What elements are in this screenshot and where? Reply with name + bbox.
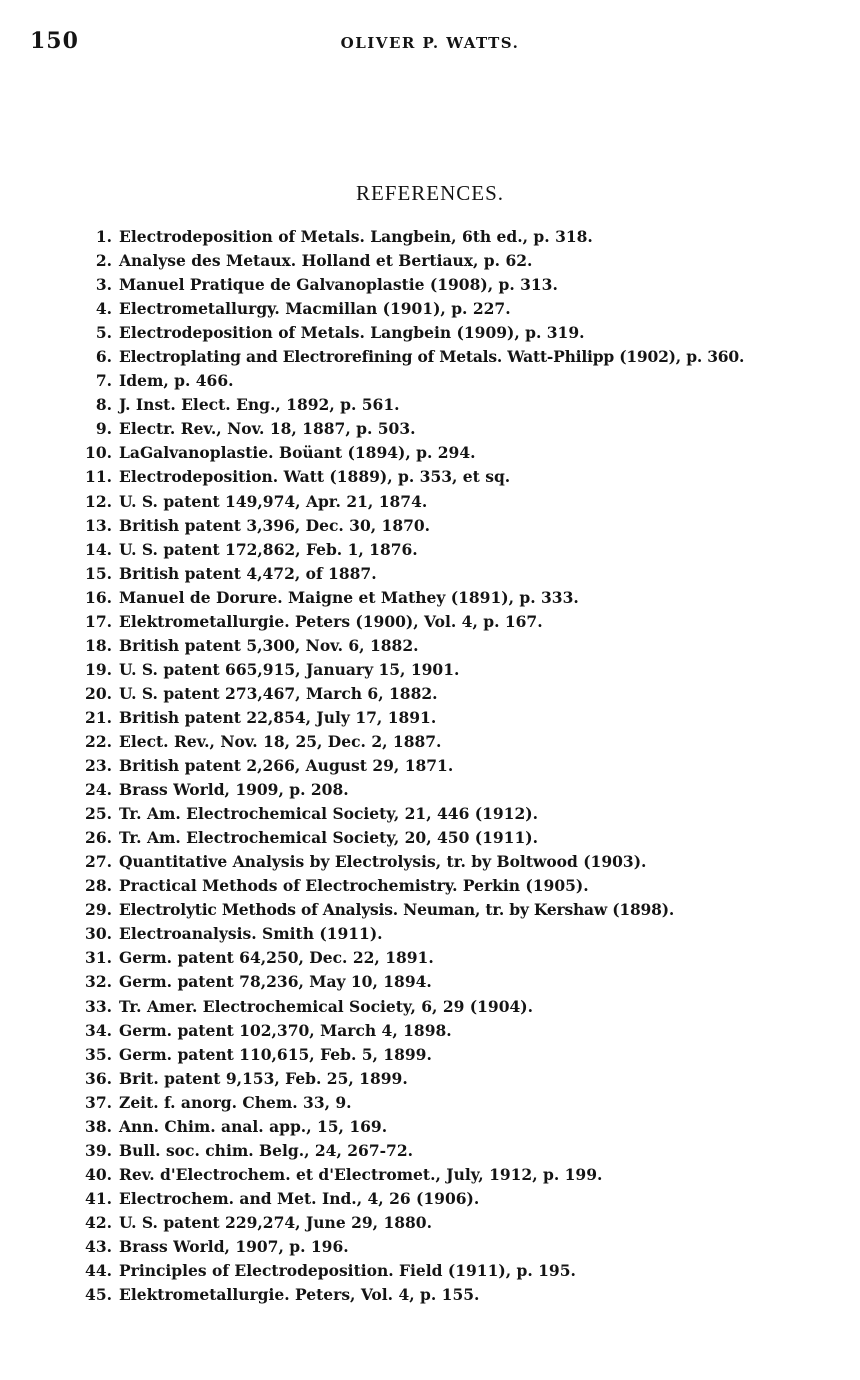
reference-item: [72, 1045, 852, 1069]
reference-item: [72, 804, 852, 828]
reference-item: [72, 852, 852, 876]
reference-text: Electrolytic Methods of Analysis. Neuman, tr. by Kershaw (1898).: [119, 900, 675, 920]
reference-text: Electrodeposition of Metals. Langbein, 6th ed., p. 318.: [119, 227, 593, 246]
reference-text: Brass World, 1909, p. 208.: [119, 780, 349, 800]
reference-number: 28.: [85, 876, 112, 896]
reference-number: 15.: [85, 563, 112, 583]
reference-item: [72, 1237, 852, 1261]
reference-number: 32.: [85, 972, 112, 992]
reference-item: [72, 347, 852, 371]
reference-number: 39.: [85, 1140, 112, 1160]
reference-item: [72, 275, 852, 299]
section-title: REFERENCES.: [355, 181, 505, 205]
reference-number: 13.: [85, 515, 112, 535]
reference-item: [72, 780, 852, 804]
reference-number: 8.: [95, 395, 112, 415]
reference-number: 38.: [85, 1116, 112, 1136]
reference-text: LaGalvanoplastie. Boüant (1894), p. 294.: [119, 443, 476, 463]
reference-text: Tr. Amer. Electrochemical Society, 6, 29 (1904).: [119, 996, 533, 1016]
reference-text: Manuel Pratique de Galvanoplastie (1908), p. 313.: [119, 275, 558, 295]
reference-text: Electrodeposition of Metals. Langbein (1909), p. 319.: [119, 323, 585, 343]
reference-item: [72, 1093, 852, 1117]
reference-text: Electroplating and Electrorefining of Metals. Watt-Philipp (1902), p. 360.: [119, 347, 745, 367]
reference-item: [72, 1141, 852, 1165]
reference-number: 31.: [85, 948, 112, 968]
reference-text: Zeit. f. anorg. Chem. 33, 9.: [119, 1092, 352, 1112]
reference-number: 19.: [85, 659, 112, 679]
reference-number: 3.: [95, 275, 112, 295]
reference-number: 2.: [95, 251, 112, 271]
reference-item: [72, 1261, 852, 1285]
reference-item: [72, 1285, 852, 1309]
reference-text: Electrochem. and Met. Ind., 4, 26 (1906).: [119, 1188, 480, 1208]
reference-list: [72, 227, 852, 1309]
reference-text: Rev. d'Electrochem. et d'Electromet., July, 1912, p. 199.: [119, 1164, 603, 1184]
reference-text: British patent 3,396, Dec. 30, 1870.: [119, 515, 431, 535]
reference-number: 7.: [95, 371, 112, 391]
running-head: OLIVER P. WATTS.: [340, 34, 520, 52]
reference-text: Ann. Chim. anal. app., 15, 169.: [119, 1116, 388, 1136]
reference-text: J. Inst. Elect. Eng., 1892, p. 561.: [119, 395, 400, 415]
reference-number: 22.: [85, 731, 112, 751]
reference-number: 44.: [85, 1261, 112, 1281]
reference-item: [72, 997, 852, 1021]
reference-item: [72, 564, 852, 588]
reference-number: 42.: [85, 1212, 112, 1232]
reference-number: 16.: [85, 587, 112, 607]
reference-text: Principles of Electrodeposition. Field (1911), p. 195.: [119, 1261, 576, 1281]
reference-number: 20.: [85, 683, 112, 703]
reference-number: 41.: [85, 1188, 112, 1208]
reference-number: 43.: [85, 1236, 112, 1256]
reference-item: [72, 828, 852, 852]
reference-number: 37.: [85, 1092, 112, 1112]
reference-item: [72, 395, 852, 419]
reference-text: Practical Methods of Electrochemistry. Perkin (1905).: [119, 876, 589, 896]
reference-text: U. S. patent 172,862, Feb. 1, 1876.: [119, 539, 418, 559]
reference-text: Germ. patent 64,250, Dec. 22, 1891.: [119, 948, 434, 968]
reference-text: British patent 2,266, August 29, 1871.: [119, 756, 454, 776]
reference-text: Electrodeposition. Watt (1889), p. 353, et sq.: [119, 467, 511, 487]
reference-item: [72, 1021, 852, 1045]
reference-number: 21.: [85, 707, 112, 727]
reference-number: 4.: [95, 299, 112, 319]
reference-text: Manuel de Dorure. Maigne et Mathey (1891), p. 333.: [119, 587, 579, 607]
reference-item: [72, 516, 852, 540]
reference-item: [72, 492, 852, 516]
reference-item: [72, 1069, 852, 1093]
reference-item: [72, 443, 852, 467]
reference-number: 27.: [85, 852, 112, 872]
reference-text: U. S. patent 229,274, June 29, 1880.: [119, 1212, 432, 1232]
reference-item: [72, 756, 852, 780]
reference-item: [72, 299, 852, 323]
reference-text: Idem, p. 466.: [119, 371, 234, 391]
reference-number: 14.: [85, 539, 112, 559]
reference-text: British patent 22,854, July 17, 1891.: [119, 707, 437, 727]
reference-text: Brit. patent 9,153, Feb. 25, 1899.: [119, 1068, 408, 1088]
reference-number: 6.: [95, 347, 112, 367]
reference-text: U. S. patent 665,915, January 15, 1901.: [119, 659, 460, 679]
reference-item: [72, 732, 852, 756]
reference-number: 10.: [85, 443, 112, 463]
reference-item: [72, 1189, 852, 1213]
reference-item: [72, 684, 852, 708]
reference-text: Electrometallurgy. Macmillan (1901), p. 227.: [119, 299, 511, 319]
reference-number: 25.: [85, 804, 112, 824]
reference-text: Germ. patent 78,236, May 10, 1894.: [119, 972, 432, 992]
reference-item: [72, 323, 852, 347]
reference-number: 12.: [85, 491, 112, 511]
reference-number: 30.: [85, 924, 112, 944]
reference-text: Germ. patent 102,370, March 4, 1898.: [119, 1020, 452, 1040]
reference-number: 45.: [85, 1285, 112, 1305]
reference-number: 26.: [85, 828, 112, 848]
reference-item: [72, 540, 852, 564]
reference-number: 17.: [85, 611, 112, 631]
reference-item: [72, 708, 852, 732]
reference-item: [72, 588, 852, 612]
reference-text: Tr. Am. Electrochemical Society, 21, 446 (1912).: [119, 804, 538, 824]
reference-item: [72, 251, 852, 275]
reference-number: 5.: [95, 323, 112, 343]
reference-number: 1.: [95, 227, 112, 246]
reference-text: Bull. soc. chim. Belg., 24, 267-72.: [119, 1140, 414, 1160]
reference-text: British patent 5,300, Nov. 6, 1882.: [119, 635, 419, 655]
reference-item: [72, 227, 852, 251]
reference-item: [72, 612, 852, 636]
reference-item: [72, 660, 852, 684]
reference-item: [72, 900, 852, 924]
reference-text: Brass World, 1907, p. 196.: [119, 1236, 349, 1256]
reference-text: Elektrometallurgie. Peters, Vol. 4, p. 155.: [119, 1285, 480, 1305]
reference-text: Electroanalysis. Smith (1911).: [119, 924, 383, 944]
reference-item: [72, 876, 852, 900]
reference-text: Electr. Rev., Nov. 18, 1887, p. 503.: [119, 419, 416, 439]
reference-item: [72, 948, 852, 972]
reference-item: [72, 972, 852, 996]
reference-item: [72, 924, 852, 948]
reference-text: Analyse des Metaux. Holland et Bertiaux, p. 62.: [119, 251, 533, 271]
reference-text: Elektrometallurgie. Peters (1900), Vol. 4, p. 167.: [119, 611, 543, 631]
reference-number: 33.: [85, 996, 112, 1016]
page-number: 150: [30, 28, 79, 54]
reference-text: U. S. patent 273,467, March 6, 1882.: [119, 683, 438, 703]
reference-number: 9.: [95, 419, 112, 439]
reference-number: 29.: [85, 900, 112, 920]
reference-text: Tr. Am. Electrochemical Society, 20, 450 (1911).: [119, 828, 538, 848]
reference-number: 11.: [85, 467, 112, 487]
reference-text: U. S. patent 149,974, Apr. 21, 1874.: [119, 491, 428, 511]
reference-item: [72, 1117, 852, 1141]
reference-number: 18.: [85, 635, 112, 655]
reference-number: 35.: [85, 1044, 112, 1064]
reference-number: 40.: [85, 1164, 112, 1184]
reference-text: Germ. patent 110,615, Feb. 5, 1899.: [119, 1044, 432, 1064]
reference-item: [72, 419, 852, 443]
reference-item: [72, 467, 852, 491]
reference-item: [72, 1213, 852, 1237]
reference-item: [72, 636, 852, 660]
reference-number: 34.: [85, 1020, 112, 1040]
reference-number: 24.: [85, 780, 112, 800]
reference-item: [72, 1165, 852, 1189]
reference-item: [72, 371, 852, 395]
reference-text: Quantitative Analysis by Electrolysis, tr. by Boltwood (1903).: [119, 852, 647, 872]
reference-number: 23.: [85, 756, 112, 776]
reference-text: Elect. Rev., Nov. 18, 25, Dec. 2, 1887.: [119, 731, 442, 751]
reference-number: 36.: [85, 1068, 112, 1088]
reference-text: British patent 4,472, of 1887.: [119, 563, 377, 583]
